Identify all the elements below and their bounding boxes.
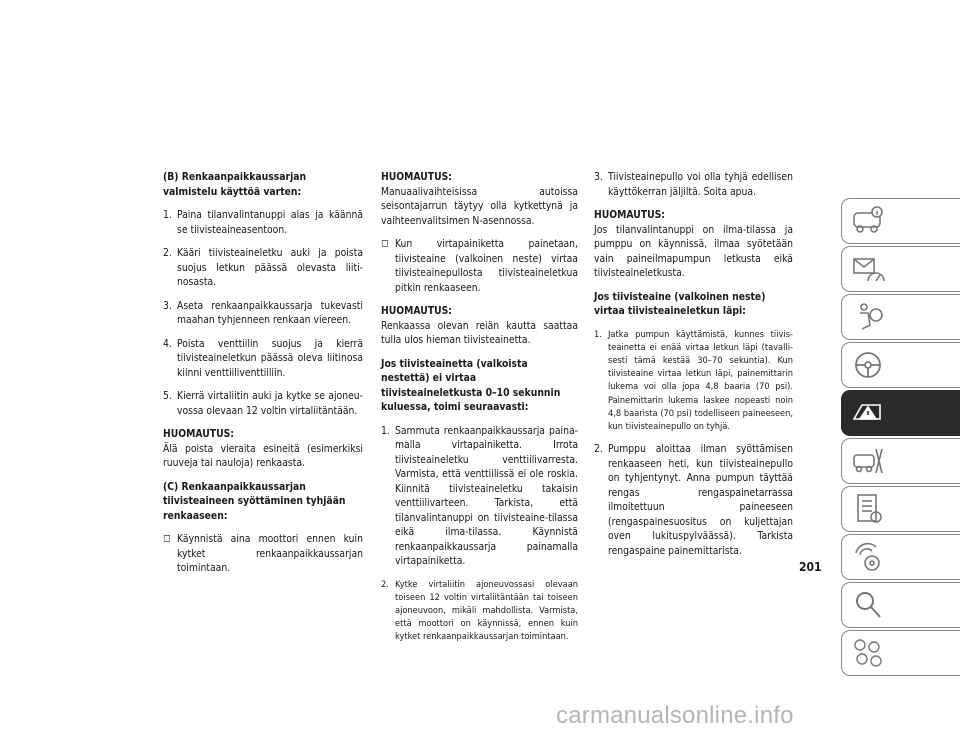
list-item: 2. Kytke virtaliitin ajoneuvossasi olevaan toiseen 12 voltin virtaliitäntään tai toiseen ajoneuvoon, mikäli mahdollista. Varmista, että moottori on käynnissä, ennen kuin kytket renkaanpaikkaussarjan toimintaan. <box>381 578 578 643</box>
search-index-icon <box>850 587 886 623</box>
bullet-square-icon: ◻ <box>381 238 389 249</box>
tab-index[interactable] <box>841 582 960 628</box>
section-heading: Jos tiivisteaine (valkoinen neste) virtaa tiivisteaineletkun läpi: <box>594 290 766 317</box>
roadside-emergency-icon <box>850 395 886 431</box>
note-text: Älä poista vieraita esineitä (esimerkiksi ruuveja tai nauloja) renkaasta. <box>163 442 363 469</box>
tab-service[interactable] <box>841 438 960 484</box>
section-heading: Jos tiivisteainetta (valkoista nestettä) ei virtaa tiivisteaineletkusta 0–10 sekunnin kuluessa, toimi seuraavasti: <box>381 357 561 413</box>
multimedia-icon <box>850 539 886 575</box>
note-text: Manuaalivaihteisissa autoissa seisontajarrun täytyy olla kytkettynä ja vaihteenvalitsimen N-asennossa. <box>381 185 578 227</box>
note-label: HUOMAUTUS: <box>381 305 452 317</box>
list-item: 1. Paina tilanvalintanuppi alas ja käännä se tiivisteaineasentoon. <box>163 209 363 236</box>
column-1 <box>163 170 363 576</box>
specifications-list-icon <box>850 491 886 527</box>
tab-roadside-emergency[interactable] <box>841 390 960 436</box>
list-item: 1. Jatka pumpun käyttämistä, kunnes tiivisteainetta ei enää virtaa letkun läpi (tavallisesti tämä kestää 30–70 sekuntia). Kun tiivisteaine virtaa letkun läpi, painemittarin lukema voi olla jopa 4,8 baaria (70 psi). Painemittarin lukema laskee nopeasti noin 4,8 baarista (70 psi) todelliseen paineeseen, kun tiivisteainepullo on tyhjä. <box>594 328 793 432</box>
note-text: Renkaassa olevan reiän kautta saattaa tulla ulos hieman tiivisteainetta. <box>381 319 578 346</box>
section-heading-b: (B) Renkaanpaikkaussarjan valmistelu käyttöä varten: <box>163 171 307 198</box>
list-item: 5. Kierrä virtaliitin auki ja kytke se ajoneuvossa olevaan 12 voltin virtaliitäntään. <box>163 390 363 417</box>
bullet-item: ◻ Kun virtapainiketta painetaan, tiivisteaine (valkoinen neste) virtaa tiivisteainepullosta tiivisteaineletkua pitkin renkaaseen. <box>381 238 578 294</box>
chapter-tabs <box>841 198 960 678</box>
mail-dashboard-icon <box>850 251 886 287</box>
list-item: 3. Tiivisteainepullo voi olla tyhjä edellisen käyttökerran jäljiltä. Soita apua. <box>594 171 793 198</box>
bullet-square-icon: ◻ <box>163 533 171 544</box>
tab-dashboard[interactable] <box>841 246 960 292</box>
steering-wheel-icon <box>850 347 886 383</box>
list-item: 2. Pumppu aloittaa ilman syöttämisen renkaaseen heti, kun tiivisteainepullo on tyhjentynyt. Anna pumpun täyttää rengas rengaspainetarrassa ilmoitettuun paineeseen (rengaspainesuositus on kuljettajan oven lukituspylväässä). Tarkista rengaspaine painemittarista. <box>594 443 793 557</box>
car-info-icon <box>850 203 886 239</box>
list-item: 4. Poista venttiilin suojus ja kierrä tiivisteaineletkun päässä oleva liitinosa kiinni venttiiliventtiiliin. <box>163 337 363 379</box>
list-item: 3. Aseta renkaanpaikkaussarja tukevasti maahan tyhjenneen renkaan viereen. <box>163 299 363 326</box>
section-heading-c: (C) Renkaanpaikkaussarjan tiivisteaineen syöttäminen tyhjään renkaaseen: <box>163 480 346 522</box>
tab-car-info[interactable] <box>841 198 960 244</box>
page-number: 201 <box>799 560 822 574</box>
note-label: HUOMAUTUS: <box>163 428 234 440</box>
list-item: 1. Sammuta renkaanpaikkaussarja painamalla virtapainiketta. Irrota tiivisteaineletku venttiilivarresta. Varmista, että venttiilissä ei ole roskia. Kiinnitä tiivisteaineletku takaisin venttiilivarteen. Tarkista, että tilanvalintanuppi on tiivisteaine-tilassa eikä ilma-tilassa. Käynnistä renkaanpaikkaussarja painamalla virtapainiketta. <box>381 424 578 567</box>
tab-driving[interactable] <box>841 342 960 388</box>
languages-icon <box>850 635 886 671</box>
watermark: carmanualsonline.info <box>556 702 794 729</box>
airbag-safety-icon <box>850 299 886 335</box>
note-label: HUOMAUTUS: <box>381 171 452 183</box>
tab-multimedia[interactable] <box>841 534 960 580</box>
bullet-item: ◻ Käynnistä aina moottori ennen kuin kytket renkaanpaikkaussarjan toimintaan. <box>163 533 363 574</box>
column-2 <box>381 170 578 644</box>
tab-safety[interactable] <box>841 294 960 340</box>
column-3 <box>594 170 793 558</box>
note-text: Jos tilanvalintanuppi on ilma-tilassa ja pumppu on käynnissä, ilmaa syötetään vain paineilmapumpun letkusta eikä tiivisteaineletkusta. <box>594 223 793 279</box>
note-label: HUOMAUTUS: <box>594 209 665 221</box>
list-item: 2. Kääri tiivisteaineletku auki ja poista suojus letkun päässä olevasta liitinosasta. <box>163 247 363 288</box>
tab-languages[interactable] <box>841 630 960 676</box>
tab-specifications[interactable] <box>841 486 960 532</box>
car-service-icon <box>850 443 886 479</box>
